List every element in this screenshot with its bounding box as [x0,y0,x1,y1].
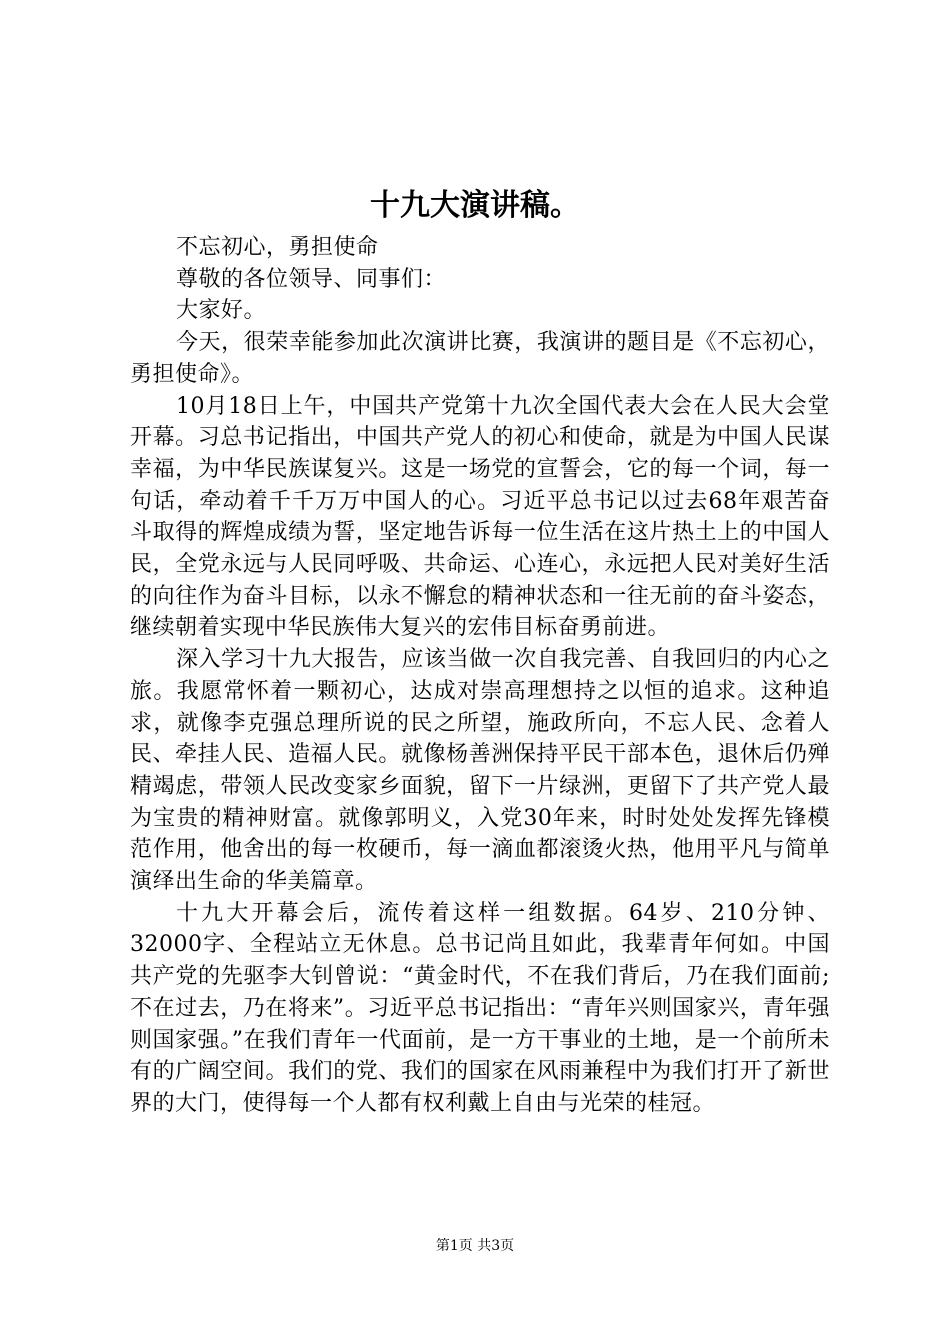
paragraph-greeting: 大家好。 [176,298,267,324]
paragraph-study-report: 深入学习十九大报告，应该当做一次自我完善、自我回归的内心之旅。我愿常怀着一颗初心，达成对崇高理想持之以恒的追求。这种追求，就像李克强总理所说的民之所望，施政所向，不忘人民、念着人民、牵挂人民、造福人民。就像杨善洲保持平民干部本色，退休后仍殚精竭虑，带领人民改变家乡面貌，留下一片绿洲，更留下了共产党人最为宝贵的精神财富。就像郭明义，入党30年来，时时处处发挥先锋模范作用，他舍出的每一枚硬币，每一滴血都滚烫火热，他用平凡与简单演绎出生命的华美篇章。 [130,647,830,895]
document-title: 十九大演讲稿。 [370,188,580,223]
paragraph-youth: 十九大开幕会后，流传着这样一组数据。64岁、210分钟、32000字、全程站立无休息。总书记尚且如此，我辈青年何如。中国共产党的先驱李大钊曾说：“黄金时代，不在我们背后，乃在我们面前;不在过去，乃在将来”。习近平总书记指出：“青年兴则国家兴，青年强则国家强。”在我们青年一代面前，是一方干事业的土地，是一个前所未有的广阔空间。我们的党、我们的国家在风雨兼程中为我们打开了新世界的大门，使得每一个人都有权利戴上自由与光荣的桂冠。 [130,900,830,1116]
paragraph-subtitle: 不忘初心，勇担使命 [176,235,379,260]
paragraph-salutation: 尊敬的各位领导、同事们： [176,266,447,292]
paragraph-intro: 今天，很荣幸能参加此次演讲比赛，我演讲的题目是《不忘初心，勇担使命》。 [130,330,830,387]
page-footer: 第1页 共3页 [435,1238,515,1254]
document-body [130,232,830,1120]
paragraph-congress-opening: 10月18日上午，中国共产党第十九次全国代表大会在人民大会堂开幕。习总书记指出，中国共产党人的初心和使命，就是为中国人民谋幸福，为中华民族谋复兴。这是一场党的宣誓会，它的每一个词，每一句话，牵动着千千万万中国人的心。习近平总书记以过去68年艰苦奋斗取得的辉煌成绩为誓，坚定地告诉每一位生活在这片热土上的中国人民，全党永远与人民同呼吸、共命运、心连心，永远把人民对美好生活的向往作为奋斗目标，以永不懈怠的精神状态和一往无前的奋斗姿态，继续朝着实现中华民族伟大复兴的宏伟目标奋勇前进。 [130,393,830,641]
